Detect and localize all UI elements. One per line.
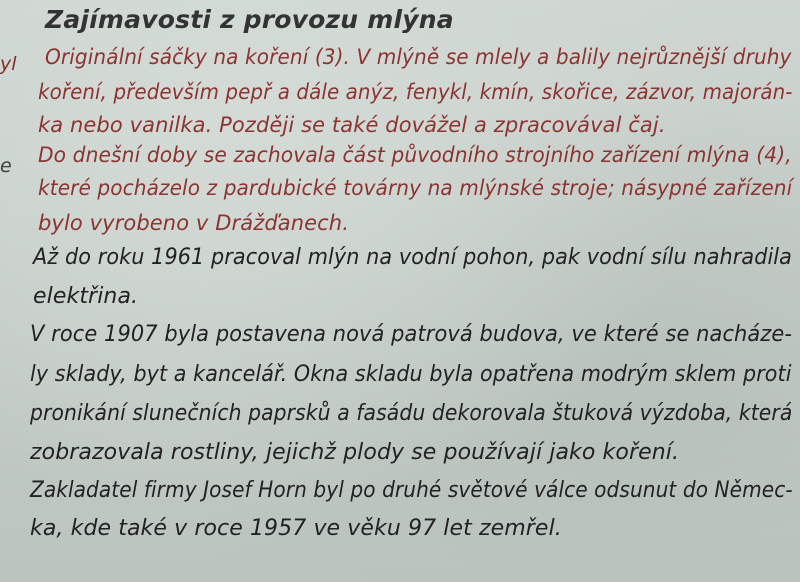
text-line: Do dnešní doby se zachovala část původního strojního zařízení mlýna (4), xyxy=(38,143,792,167)
text-line: pronikání slunečních paprsků a fasádu dekorovala štuková výzdoba, která xyxy=(30,401,793,426)
text-line: Originální sáčky na koření (3). V mlýně se mlely a balily nejrůznější druhy xyxy=(45,45,792,69)
text-line: které pocházelo z pardubické továrny na mlýnské stroje; násypné zařízení xyxy=(38,176,793,200)
text-line: ly sklady, byt a kancelář. Okna skladu byla opatřena modrým sklem proti xyxy=(30,362,792,387)
edge-text-fragment: yl xyxy=(0,53,17,75)
panel-heading: Zajímavosti z provozu mlýna xyxy=(45,5,454,34)
text-line: bylo vyrobeno v Drážďanech. xyxy=(38,211,349,235)
text-line: V roce 1907 byla postavena nová patrová budova, ve které se nacháze- xyxy=(30,322,793,347)
text-line: koření, především pepř a dále anýz, fenykl, kmín, skořice, zázvor, majorán- xyxy=(38,80,793,104)
text-line: elektřina. xyxy=(33,284,139,309)
text-line: ka nebo vanilka. Později se také dovážel a zpracovával čaj. xyxy=(38,113,666,137)
text-line: ka, kde také v roce 1957 ve věku 97 let zemřel. xyxy=(30,516,562,541)
text-line: zobrazovala rostliny, jejichž plody se používají jako koření. xyxy=(30,440,680,465)
text-line: Až do roku 1961 pracoval mlýn na vodní pohon, pak vodní sílu nahradila xyxy=(33,245,792,270)
text-line: Zakladatel firmy Josef Horn byl po druhé světové válce odsunut do Němec- xyxy=(30,478,793,503)
edge-text-fragment: e xyxy=(0,155,12,177)
